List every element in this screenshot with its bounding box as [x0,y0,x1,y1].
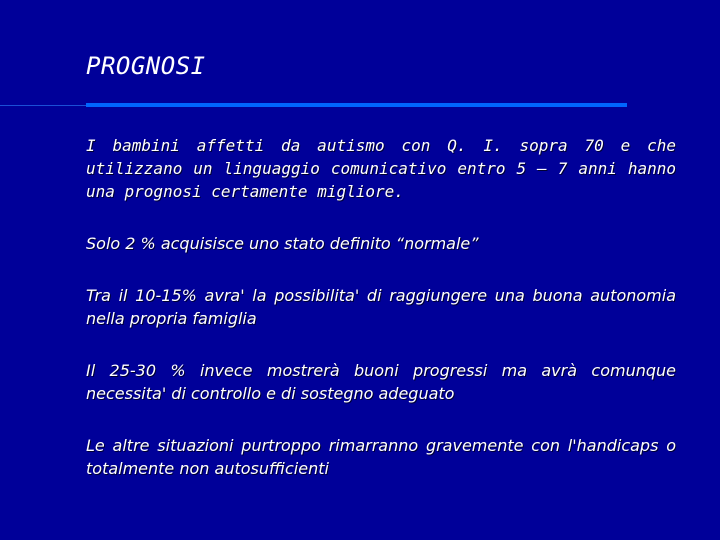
slide-body [86,134,676,509]
title-underline [86,103,627,107]
paragraph-normal: Solo 2 % acquisisce uno stato definito “normale” [86,234,479,253]
paragraph-prognosis: I bambini affetti da autismo con Q. I. sopra 70 e che utilizzano un linguaggio comunicativo entro 5 – 7 anni hanno una prognosi certamente migliore. [86,136,676,201]
paragraph-progress: Il 25-30 % invece mostrerà buoni progressi ma avrà comunque necessita' di controllo e di sostegno adeguato [86,361,676,403]
slide-title: PROGNOSI [86,52,206,80]
title-underline-left [0,105,86,106]
paragraph-autonomy: Tra il 10-15% avra' la possibilita' di raggiungere una buona autonomia nella propria famiglia [86,286,676,328]
paragraph-other-situations: Le altre situazioni purtroppo rimarranno gravemente con l'handicaps o totalmente non autosufficienti [86,436,676,478]
